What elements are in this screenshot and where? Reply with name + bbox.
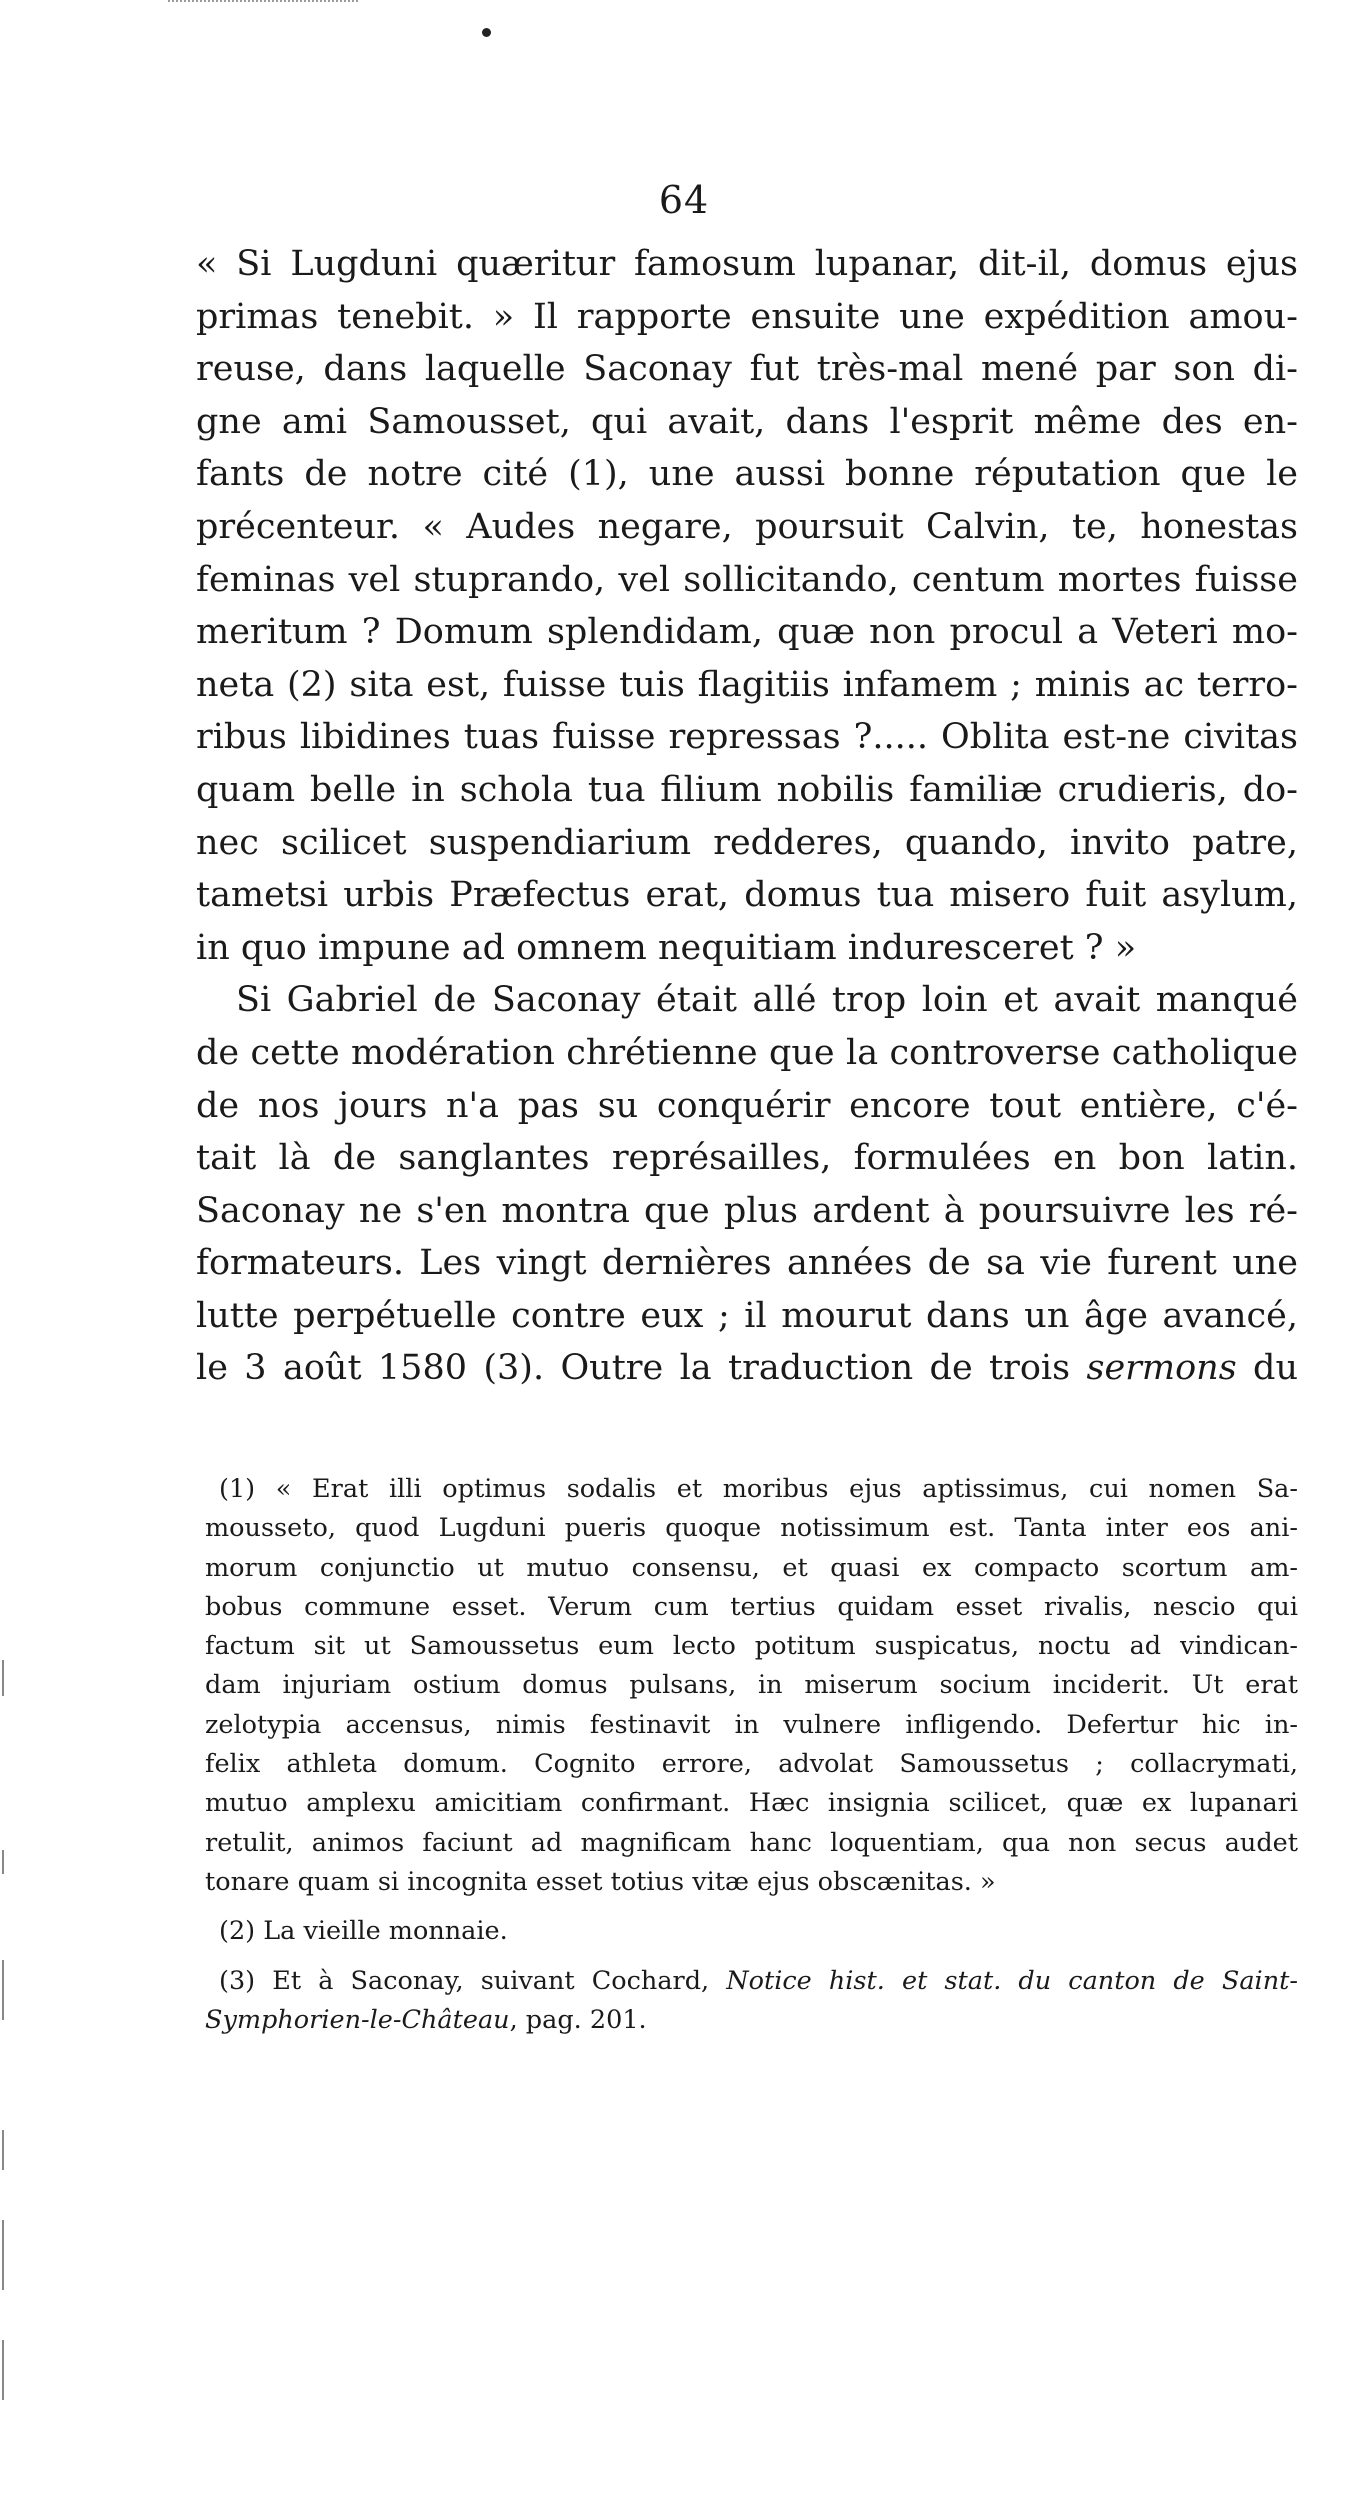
body-line: lutte perpétuelle contre eux ; il mourut dans un âge avancé, [196,1295,1298,1336]
body-line: précenteur. « Audes negare, poursuit Calvin, te, honestas [196,506,1298,547]
body-line: de cette modération chrétienne que la controverse catholique [196,1032,1298,1073]
footnote-3-line [205,1962,1298,2001]
body-line: feminas vel stuprando, vel sollicitando, centum mortes fuisse [196,559,1298,600]
paragraph-start-line: Si Gabriel de Saconay était allé trop loin et avait manqué [236,980,1298,1021]
footnote-3-text: , pag. 201. [509,2004,647,2035]
body-line: ribus libidines tuas fuisse repressas ?..... Oblita est-ne civitas [196,717,1298,758]
footnote-1-line: morum conjunctio ut mutuo consensu, et quasi ex compacto scortum am- [205,1552,1298,1583]
footnote-3-citation: Symphorien-le-Château [205,2004,510,2035]
footnote-3-citation: Notice hist. et stat. du canton de Saint- [726,1965,1298,1996]
body-line: Saconay ne s'en montra que plus ardent à poursuivre les ré- [196,1190,1298,1231]
body-line: quam belle in schola tua filium nobilis familiæ crudieris, do- [196,769,1298,810]
footnote-1-line: mousseto, quod Lugduni pueris quoque notissimum est. Tanta inter eos ani- [205,1513,1298,1544]
page-number: 64 [658,178,710,222]
body-line: meritum ? Domum splendidam, quæ non procul a Veteri mo- [196,612,1298,653]
body-line: tait là de sanglantes représailles, formulées en bon latin. [196,1138,1298,1179]
body-line: reuse, dans laquelle Saconay fut très-mal mené par son di- [196,349,1298,390]
body-line-final [196,1342,1298,1395]
body-line-text: le 3 août 1580 (3). Outre la traduction de trois [196,1348,1087,1389]
body-line: de nos jours n'a pas su conquérir encore tout entière, c'é- [196,1085,1298,1126]
body-line: nec scilicet suspendiarium redderes, quando, invito patre, [196,822,1298,863]
footnote-1-line: tonare quam si incognita esset totius vitæ ejus obscænitas. » [205,1866,996,1897]
footnote-1-line: (1) « Erat illi optimus sodalis et moribus ejus aptissimus, cui nomen Sa- [219,1474,1298,1504]
body-line: primas tenebit. » Il rapporte ensuite une expédition amou- [196,296,1298,337]
footnote-1-line: mutuo amplexu amicitiam confirmant. Hæc insignia scilicet, quæ ex lupanari [205,1788,1298,1819]
body-line: formateurs. Les vingt dernières années de sa vie furent une [196,1243,1298,1284]
footnote-1-line: factum sit ut Samoussetus eum lecto potitum suspicatus, noctu ad vindican- [205,1631,1298,1662]
italic-word: sermons [1086,1348,1237,1389]
footnote-1-line: zelotypia accensus, nimis festinavit in vulnere infligendo. Defertur hic in- [205,1709,1298,1740]
edge-mark [2,1660,4,1696]
edge-mark [2,2130,4,2170]
body-line: in quo impune ad omnem nequitiam induresceret ? » [196,927,1137,968]
body-line: gne ami Samousset, qui avait, dans l'esprit même des en- [196,401,1298,442]
edge-mark [2,1850,4,1874]
body-line-text: du [1236,1348,1298,1389]
binding-edge-marks [2,1660,6,2420]
ink-dot [482,28,491,37]
edge-mark [2,2340,4,2400]
footnote-1-line: bobus commune esset. Verum cum tertius quidam esset rivalis, nescio qui [205,1591,1298,1622]
body-line: tametsi urbis Præfectus erat, domus tua misero fuit asylum, [196,875,1298,916]
footnote-2: (2) La vieille monnaie. [219,1916,508,1947]
body-line: neta (2) sita est, fuisse tuis flagitiis infamem ; minis ac terro- [196,664,1298,705]
footnote-1-line: felix athleta domum. Cognito errore, advolat Samoussetus ; collacrymati, [205,1749,1298,1780]
main-body-text [196,238,1298,1395]
footnote-1-line: retulit, animos faciunt ad magnificam hanc loquentiam, qua non secus audet [205,1827,1298,1858]
edge-mark [2,1960,4,2020]
edge-mark [2,2220,4,2290]
footnote-3-line [205,2001,1298,2040]
footnotes-section [205,1470,1298,2040]
footnote-3-text: (3) Et à Saconay, suivant Cochard, [219,1965,727,1996]
body-line: fants de notre cité (1), une aussi bonne réputation que le [196,454,1298,495]
top-edge-rule [168,0,358,5]
footnote-1-line: dam injuriam ostium domus pulsans, in miserum socium inciderit. Ut erat [205,1670,1298,1701]
body-line: « Si Lugduni quæritur famosum lupanar, dit-il, domus ejus [196,244,1298,284]
